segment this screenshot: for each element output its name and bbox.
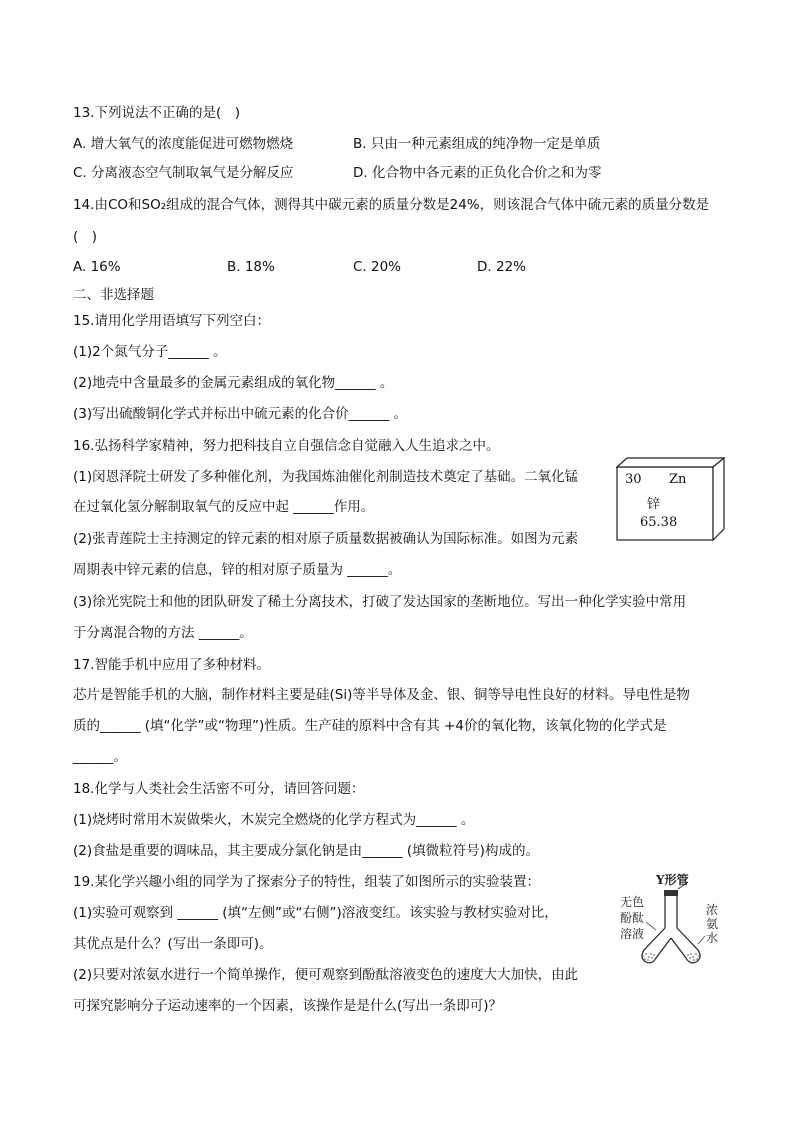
q13-option-d: D. 化合物中各元素的正负化合价之和为零: [353, 165, 602, 181]
q17-stem: 17.智能手机中应用了多种材料。: [73, 657, 270, 673]
q16-line1: (1)闵恩泽院士研发了多种催化剂，为我国炼油催化剂制造技术奠定了基础。二氧化锰: [73, 469, 579, 485]
q17-line2: 质的______ (填“化学”或“物理”)性质。生产硅的原料中含有其 +4价的氧化物，该氧化物的化学式是: [73, 718, 667, 734]
q15-part1: (1)2个氮气分子______ 。: [73, 344, 227, 360]
q18-part2: (2)食盐是重要的调味品，其主要成分氯化钠是由______ (填微粒符号)构成的。: [73, 843, 539, 859]
q19-stem: 19.某化学兴趣小组的同学为了探索分子的特性，组装了如图所示的实验装置：: [73, 874, 540, 890]
q14-option-b: B. 18%: [227, 259, 275, 275]
q16-line6: 于分离混合物的方法 ______。: [73, 625, 253, 641]
element-name: 锌: [647, 497, 661, 512]
q15-stem: 15.请用化学用语填写下列空白：: [73, 313, 270, 329]
q14-option-c: C. 20%: [353, 259, 402, 275]
y-tube-figure: [612, 870, 720, 978]
q17-line1: 芯片是智能手机的大脑，制作材料主要是硅(Si)等半导体及金、银、铜等导电性良好的材料。导电性是物: [73, 687, 690, 703]
element-atomic-number: 30: [625, 472, 642, 487]
q13-option-b: B. 只由一种元素组成的纯净物一定是单质: [353, 136, 601, 152]
right-label-1: 浓: [706, 903, 719, 917]
y-tube-drawing: [612, 870, 720, 978]
right-label-2: 氨: [706, 917, 719, 931]
zinc-element-card: [616, 457, 726, 541]
q16-line2: 在过氧化氢分解制取氧气的反应中起 ______作用。: [73, 499, 375, 515]
q13-option-c: C. 分离液态空气制取氧气是分解反应: [73, 165, 294, 181]
q15-part2: (2)地壳中含量最多的金属元素组成的氧化物______ 。: [73, 375, 394, 391]
q16-line4: 周期表中锌元素的信息，锌的相对原子质量为 ______。: [73, 562, 402, 578]
q19-line4: 可探究影响分子运动速率的一个因素，该操作是是什么(写出一条即可)？: [73, 998, 503, 1014]
q14-option-a: A. 16%: [73, 259, 121, 275]
q19-line1: (1)实验可观察到 ______ (填“左侧”或“右侧”)溶液变红。该实验与教材实验对比，: [73, 905, 558, 921]
section-heading: 二、非选择题: [73, 287, 154, 303]
left-label-1: 无色: [620, 895, 645, 909]
element-symbol: Zn: [669, 472, 687, 487]
q14-paren: ( ): [73, 229, 98, 245]
q18-stem: 18.化学与人类社会生活密不可分，请回答问题：: [73, 781, 365, 797]
q19-line2: 其优点是什么？(写出一条即可)。: [73, 936, 273, 952]
q17-line3: ______。: [73, 749, 127, 765]
q14-stem: 14.由CO和SO₂组成的混合气体，测得其中碳元素的质量分数是24%，则该混合气体中硫元素的质量分数是: [73, 197, 710, 213]
y-tube-title: Y形管: [656, 873, 689, 887]
q19-line3: (2)只要对浓氨水进行一个简单操作，便可观察到酚酞溶液变色的速度大大加快，由此: [73, 967, 579, 983]
q18-part1: (1)烧烤时常用木炭做柴火，木炭完全燃烧的化学方程式为______ 。: [73, 812, 475, 828]
q15-part3: (3)写出硫酸铜化学式并标出中硫元素的化合价______ 。: [73, 406, 407, 422]
element-atomic-mass: 65.38: [640, 515, 678, 530]
q14-option-d: D. 22%: [477, 259, 526, 275]
q13-option-a: A. 增大氧气的浓度能促进可燃物燃烧: [73, 136, 294, 152]
q16-line5: (3)徐光宪院士和他的团队研发了稀土分离技术，打破了发达国家的垄断地位。写出一种化学实验中常用: [73, 594, 687, 610]
left-label-3: 溶液: [620, 927, 645, 941]
q13-stem: 13.下列说法不正确的是( ): [73, 105, 241, 121]
left-label-2: 酚酞: [620, 911, 645, 925]
right-label-3: 水: [706, 931, 719, 945]
q16-stem: 16.弘扬科学家精神，努力把科技自立自强信念自觉融入人生追求之中。: [73, 438, 500, 454]
q16-line3: (2)张青莲院士主持测定的锌元素的相对原子质量数据被确认为国际标准。如图为元素: [73, 531, 579, 547]
